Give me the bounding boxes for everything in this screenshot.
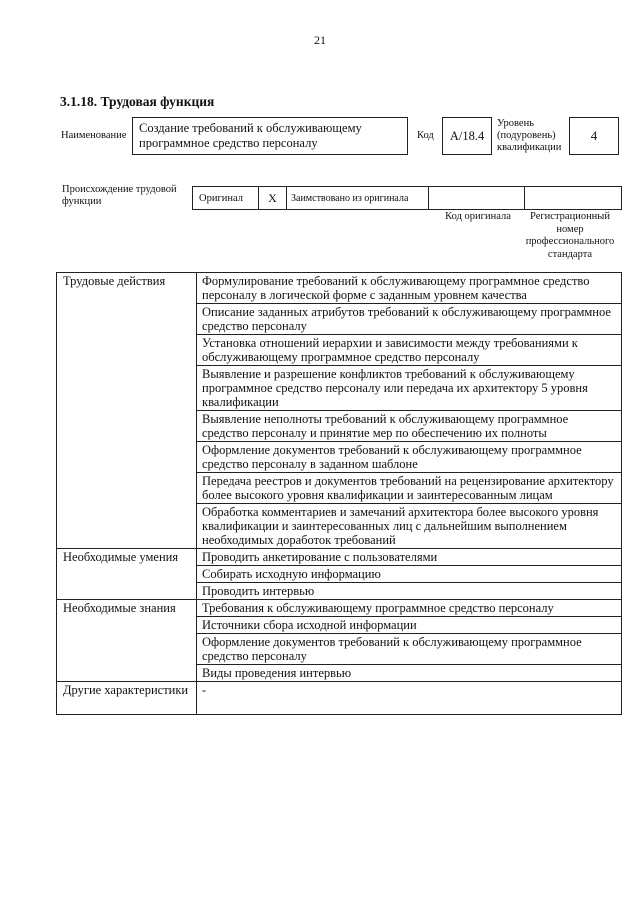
table-cell: Описание заданных атрибутов требований к обслуживающему программное средство персоналу: [197, 304, 622, 335]
origin-code-cell: [429, 187, 525, 209]
origin-borrowed-text: Заимствовано из оригинала: [291, 192, 409, 204]
table-cell: Требования к обслуживающему программное средство персоналу: [197, 600, 622, 617]
category-labor-actions: Трудовые действия: [57, 273, 197, 549]
table-cell: Оформление документов требований к обслуживающему программное средство персоналу: [197, 634, 622, 665]
code-label: Код: [417, 130, 434, 141]
table-cell: Установка отношений иерархии и зависимости между требованиями к обслуживающему программное средство персоналу: [197, 335, 622, 366]
origin-reg-cell: [525, 187, 621, 209]
origin-original-text: Оригинал: [199, 192, 243, 204]
level-label: Уровень (подуровень) квалификации: [497, 118, 562, 153]
section-title: 3.1.18. Трудовая функция: [60, 94, 215, 109]
table-cell: Источники сбора исходной информации: [197, 617, 622, 634]
origin-mark-cell: [259, 187, 287, 209]
origin-mark: X: [268, 190, 277, 205]
origin-label: Происхождение трудовой функции: [62, 184, 177, 207]
table-cell: Собирать исходную информацию: [197, 566, 622, 583]
origin-code-caption: Код оригинала: [445, 211, 511, 222]
table-cell: Выявление и разрешение конфликтов требований к обслуживающему программное средство персоналу или передача их архитектору 5 уровня квалификации: [197, 366, 622, 411]
table-cell: Виды проведения интервью: [197, 665, 622, 682]
origin-reg-caption: Регистрационный номер профессионального стандарта: [525, 211, 615, 260]
table-cell: Проводить анкетирование с пользователями: [197, 549, 622, 566]
table-cell: Оформление документов требований к обслуживающему программное средство персоналу в заданном шаблоне: [197, 442, 622, 473]
table-row: [57, 549, 622, 566]
qualification-level: 4: [569, 117, 619, 155]
page-number: 21: [314, 33, 326, 47]
origin-table: [192, 186, 622, 210]
category-other-characteristics: Другие характеристики: [57, 682, 197, 715]
category-required-knowledge: Необходимые знания: [57, 600, 197, 682]
table-cell: Проводить интервью: [197, 583, 622, 600]
origin-original-cell: [193, 187, 259, 209]
table-cell: Выявление неполноты требований к обслуживающему программное средство персоналу и принятие мер по обеспечению их полноты: [197, 411, 622, 442]
table-row: [57, 273, 622, 304]
table-cell: Формулирование требований к обслуживающему программное средство персоналу в логической форме с заданным уровнем качества: [197, 273, 622, 304]
table-cell: Передача реестров и документов требований на рецензирование архитектору более высокого уровня квалификации и заинтересованным лицам: [197, 473, 622, 504]
function-name: Создание требований к обслуживающему программное средство персоналу: [132, 117, 408, 155]
function-details-table: [56, 272, 622, 715]
table-row: [57, 600, 622, 617]
origin-borrowed-cell: [287, 187, 429, 209]
table-cell: Обработка комментариев и замечаний архитектора более высокого уровня квалификации и заинтересованных лиц с дальнейшим выполнением необходимых доработок требований: [197, 504, 622, 549]
function-code: A/18.4: [442, 117, 492, 155]
table-row: [57, 682, 622, 715]
table-cell: -: [197, 682, 622, 715]
name-label: Наименование: [61, 130, 127, 141]
category-required-skills: Необходимые умения: [57, 549, 197, 600]
